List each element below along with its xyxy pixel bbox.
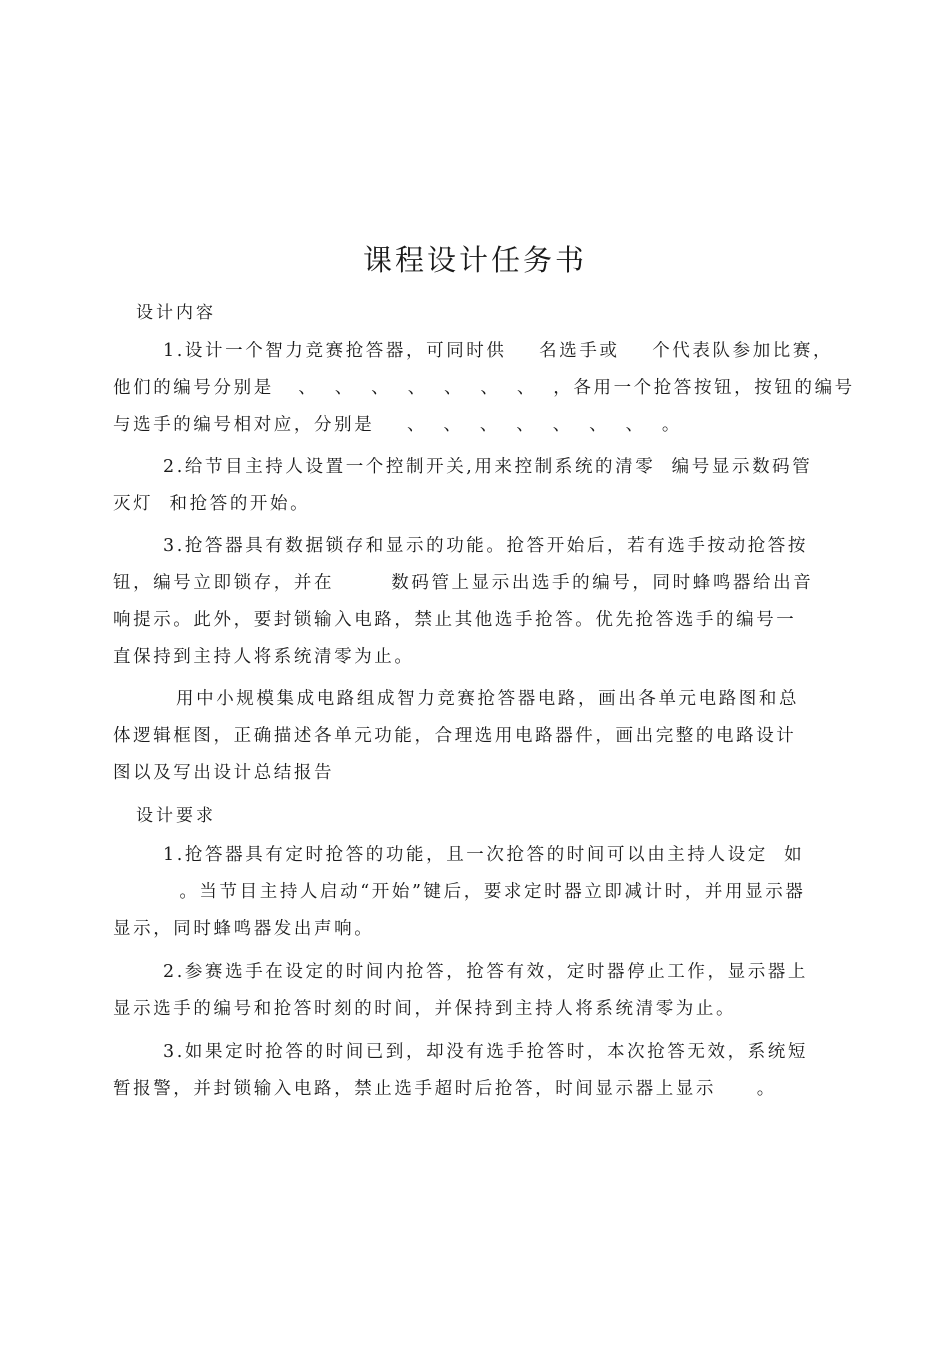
paragraph-line: 暂报警，并封锁输入电路，禁止选手超时后抢答，时间显示器上显示 。 (113, 1079, 777, 1099)
paragraph-line: 1.抢答器具有定时抢答的功能，且一次抢答的时间可以由主持人设定 如 (163, 845, 805, 865)
paragraph-line: 2.给节目主持人设置一个控制开关,用来控制系统的清零 编号显示数码管 (163, 457, 813, 477)
content-item-3 (113, 528, 855, 676)
paragraph-line: 显示选手的编号和抢答时刻的时间，并保持到主持人将系统清零为止。 (113, 999, 737, 1019)
section-heading-content: 设计内容 (136, 303, 216, 323)
document-title: 课程设计任务书 (362, 243, 587, 277)
paragraph-line: 显示，同时蜂鸣器发出声响。 (113, 919, 375, 939)
paragraph-line: 3.抢答器具有数据锁存和显示的功能。抢答开始后，若有选手按动抢答按 (163, 536, 808, 556)
paragraph-line: 3.如果定时抢答的时间已到，却没有选手抢答时，本次抢答无效，系统短 (163, 1042, 808, 1062)
paragraph-line: 体逻辑框图，正确描述各单元功能，合理选用电路器件，画出完整的电路设计 (113, 726, 797, 746)
paragraph-line: 。当节目主持人启动“开始”键后，要求定时器立即减计时，并用显示器 (163, 882, 806, 902)
paragraph-line: 钮，编号立即锁存，并在 数码管上显示出选手的编号，同时蜂鸣器给出音 (113, 573, 814, 593)
paragraph-line: 他们的编号分别是 、 、 、 、 、 、 、 ，各用一个抢答按钮，按钮的编号 (113, 378, 855, 398)
content-item-4 (113, 681, 855, 792)
requirement-item-3 (113, 1034, 855, 1108)
paragraph-line: 用中小规模集成电路组成智力竞赛抢答器电路，画出各单元电路图和总 (176, 689, 800, 709)
paragraph-line: 直保持到主持人将系统清零为止。 (113, 647, 415, 667)
requirement-item-2 (113, 954, 855, 1028)
section-heading-requirements: 设计要求 (136, 806, 216, 826)
requirement-item-1 (113, 837, 855, 948)
paragraph-line: 2.参赛选手在设定的时间内抢答，抢答有效，定时器停止工作，显示器上 (163, 962, 808, 982)
paragraph-line: 与选手的编号相对应，分别是 、 、 、 、 、 、 、 。 (113, 415, 683, 435)
paragraph-line: 灭灯 和抢答的开始。 (113, 494, 311, 514)
content-item-1 (113, 333, 855, 444)
paragraph-line: 1.设计一个智力竞赛抢答器，可同时供 名选手或 个代表队参加比赛， (163, 341, 834, 361)
content-item-2 (113, 449, 855, 523)
paragraph-line: 响提示。此外，要封锁输入电路，禁止其他选手抢答。优先抢答选手的编号一 (113, 610, 797, 630)
paragraph-line: 图以及写出设计总结报告 (113, 763, 335, 783)
